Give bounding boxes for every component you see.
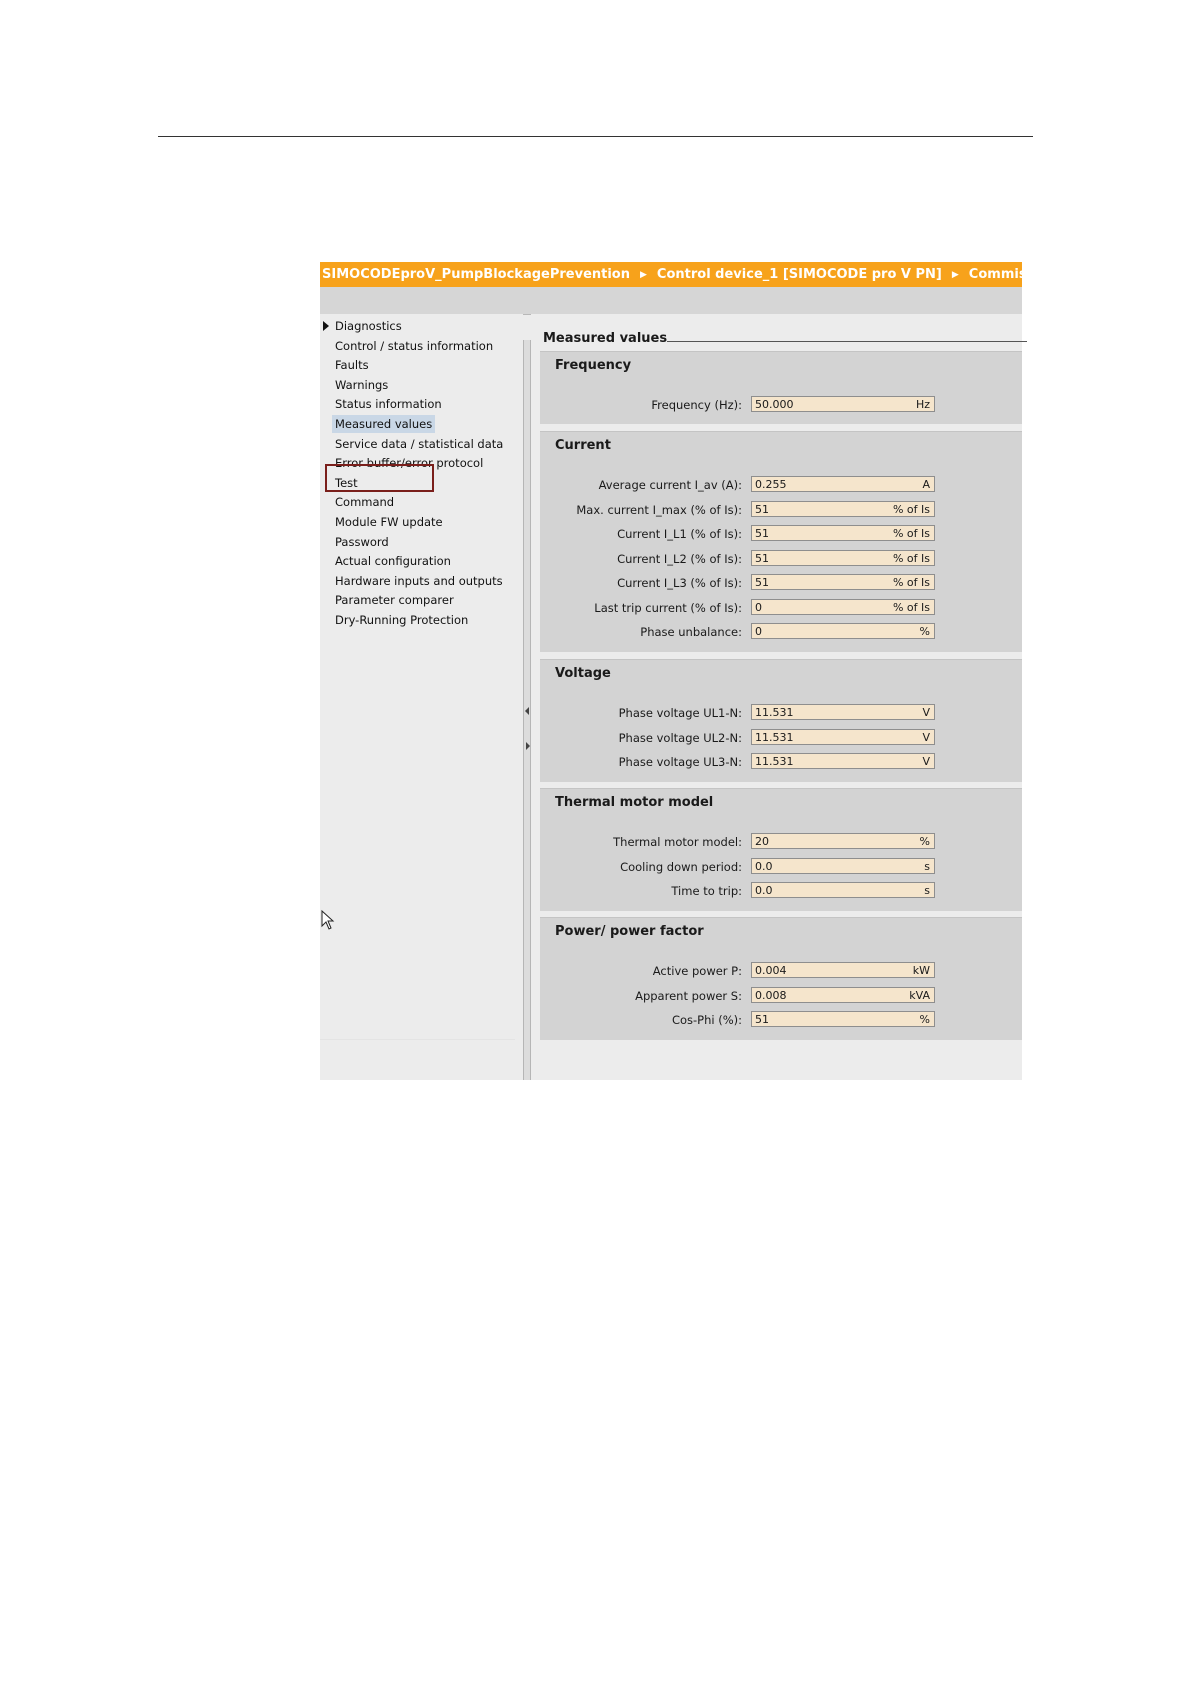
field-row-max-current-i-max-of-is xyxy=(540,500,1022,520)
field-value: 0 xyxy=(755,625,762,638)
field-unit: % of Is xyxy=(892,527,930,540)
nav-item-command[interactable]: Command xyxy=(335,495,395,510)
field-value: 11.531 xyxy=(755,755,794,768)
field-row-frequency-hz xyxy=(540,395,1022,415)
field-value: 50.000 xyxy=(755,398,794,411)
field-row-average-current-i-av-a xyxy=(540,475,1022,495)
field-label: Phase voltage UL1-N: xyxy=(618,706,742,720)
triangle-right-icon: ▶ xyxy=(951,269,959,280)
navigation-tree xyxy=(320,314,523,1080)
nav-item-faults[interactable]: Faults xyxy=(335,358,369,373)
nav-item-password[interactable]: Password xyxy=(335,534,389,549)
nav-item-parameter-comparer[interactable]: Parameter comparer xyxy=(335,593,454,608)
value-field-phase-voltage-ul3-n[interactable] xyxy=(751,753,935,769)
field-row-cooling-down-period xyxy=(540,857,1022,877)
value-field-current-i-l2-of-is[interactable] xyxy=(751,550,935,566)
field-row-phase-voltage-ul2-n xyxy=(540,728,1022,748)
nav-item-module-fw-update[interactable]: Module FW update xyxy=(335,515,443,529)
field-label: Average current I_av (A): xyxy=(598,478,742,492)
field-unit: Hz xyxy=(915,398,930,411)
field-row-phase-unbalance xyxy=(540,622,1022,642)
value-field-max-current-i-max-of-is[interactable] xyxy=(751,501,935,517)
value-field-active-power-p[interactable] xyxy=(751,962,935,978)
nav-item-diagnostics[interactable]: Diagnostics xyxy=(335,319,402,333)
field-label: Apparent power S: xyxy=(635,988,742,1003)
value-field-phase-voltage-ul1-n[interactable] xyxy=(751,704,935,720)
nav-divider xyxy=(320,1039,515,1040)
nav-item-warnings[interactable]: Warnings xyxy=(335,377,389,392)
field-unit: V xyxy=(922,730,930,744)
field-unit: A xyxy=(922,478,930,491)
title-divider xyxy=(667,341,1027,342)
tia-portal-screenshot xyxy=(320,262,1080,1080)
value-field-cos-phi[interactable] xyxy=(751,1011,935,1027)
page-title: Measured values xyxy=(543,331,668,346)
field-label: Current I_L2 (% of Is): xyxy=(617,551,742,566)
field-value: 51 xyxy=(755,502,769,516)
value-field-frequency-hz[interactable] xyxy=(751,396,935,412)
nav-item-measured-values[interactable]: Measured values xyxy=(332,415,435,433)
field-label: Active power P: xyxy=(652,964,742,978)
field-row-active-power-p xyxy=(540,961,1022,981)
field-unit: s xyxy=(924,884,930,897)
nav-item-dry-running-protection[interactable]: Dry-Running Protection xyxy=(335,613,469,627)
field-value: 0.255 xyxy=(755,478,787,491)
collapse-left-icon[interactable] xyxy=(525,707,529,715)
breadcrumb-project[interactable]: SIMOCODEproV_PumpBlockagePrevention xyxy=(322,267,630,282)
value-field-current-i-l1-of-is[interactable] xyxy=(751,525,935,541)
group-power-power-factor xyxy=(540,917,1022,1040)
toolbar xyxy=(320,287,1022,315)
group-title: Current xyxy=(555,438,611,453)
field-unit: % of Is xyxy=(892,551,930,565)
field-label: Current I_L3 (% of Is): xyxy=(617,576,742,590)
field-value: 0.0 xyxy=(755,884,773,897)
group-thermal-motor-model xyxy=(540,788,1022,911)
value-field-thermal-motor-model[interactable] xyxy=(751,833,935,849)
field-row-phase-voltage-ul1-n xyxy=(540,703,1022,723)
nav-item-control-status-information[interactable]: Control / status information xyxy=(335,338,494,353)
nav-item-status-information[interactable]: Status information xyxy=(335,397,442,412)
field-unit: % xyxy=(919,1013,930,1026)
value-field-phase-voltage-ul2-n[interactable] xyxy=(751,729,935,745)
group-title: Power/ power factor xyxy=(555,924,704,939)
field-value: 51 xyxy=(755,551,769,565)
field-row-current-i-l1-of-is xyxy=(540,524,1022,544)
field-unit: V xyxy=(922,706,930,719)
field-row-time-to-trip xyxy=(540,881,1022,901)
field-row-phase-voltage-ul3-n xyxy=(540,752,1022,772)
value-field-time-to-trip[interactable] xyxy=(751,882,935,898)
field-label: Frequency (Hz): xyxy=(651,398,742,412)
field-label: Phase unbalance: xyxy=(640,625,742,639)
field-row-apparent-power-s xyxy=(540,986,1022,1006)
breadcrumb-device[interactable]: Control device_1 [SIMOCODE pro V PN] xyxy=(656,267,942,282)
triangle-right-icon: ▶ xyxy=(640,269,647,280)
field-value: 0.008 xyxy=(755,988,787,1002)
mouse-pointer-icon xyxy=(321,910,335,930)
value-field-average-current-i-av-a[interactable] xyxy=(751,476,935,492)
field-row-thermal-motor-model xyxy=(540,832,1022,852)
field-value: 0.0 xyxy=(755,859,773,873)
group-frequency xyxy=(540,351,1022,424)
field-value: 0.004 xyxy=(755,964,787,977)
nav-item-error-buffer-error-protocol[interactable]: Error buffer/error protocol xyxy=(335,456,484,471)
selection-highlight-box xyxy=(325,464,434,492)
field-value: 0 xyxy=(755,600,762,614)
page-header-rule xyxy=(158,136,1033,137)
field-row-current-i-l3-of-is xyxy=(540,573,1022,593)
field-label: Thermal motor model: xyxy=(613,835,742,849)
field-value: 51 xyxy=(755,1013,769,1026)
value-field-phase-unbalance[interactable] xyxy=(751,623,935,639)
measured-values-panel xyxy=(531,314,1022,1080)
field-label: Cooling down period: xyxy=(620,859,742,874)
field-label: Cos-Phi (%): xyxy=(671,1013,742,1027)
field-unit: % xyxy=(919,625,930,638)
expand-right-icon[interactable] xyxy=(526,742,530,750)
field-label: Current I_L1 (% of Is): xyxy=(617,527,742,541)
group-current xyxy=(540,431,1022,652)
field-row-cos-phi xyxy=(540,1010,1022,1030)
field-unit: % of Is xyxy=(892,600,930,614)
value-field-last-trip-current-of-is[interactable] xyxy=(751,599,935,615)
triangle-right-icon[interactable] xyxy=(323,321,329,331)
panel-splitter[interactable] xyxy=(523,340,531,1080)
group-title: Voltage xyxy=(555,666,611,681)
field-label: Phase voltage UL3-N: xyxy=(618,755,742,769)
value-field-cooling-down-period[interactable] xyxy=(751,858,935,874)
field-unit: % xyxy=(919,835,930,848)
nav-item-hardware-inputs-and-outputs[interactable]: Hardware inputs and outputs xyxy=(335,573,503,588)
field-unit: V xyxy=(922,755,930,768)
field-label: Phase voltage UL2-N: xyxy=(618,730,742,745)
nav-item-actual-configuration[interactable]: Actual configuration xyxy=(335,554,451,569)
field-value: 11.531 xyxy=(755,730,794,744)
field-value: 11.531 xyxy=(755,706,794,719)
nav-item-test[interactable]: Test xyxy=(335,475,358,490)
field-label: Max. current I_max (% of Is): xyxy=(576,502,742,517)
field-row-current-i-l2-of-is xyxy=(540,549,1022,569)
field-unit: % of Is xyxy=(892,502,930,516)
nav-item-service-data-statistical-data[interactable]: Service data / statistical data xyxy=(335,436,504,451)
breadcrumb-commissioning[interactable]: Commissioning xyxy=(968,267,1080,282)
group-voltage xyxy=(540,659,1022,782)
field-label: Time to trip: xyxy=(671,884,742,898)
value-field-current-i-l3-of-is[interactable] xyxy=(751,574,935,590)
field-value: 51 xyxy=(755,527,769,540)
field-label: Last trip current (% of Is): xyxy=(594,600,742,615)
field-value: 20 xyxy=(755,835,769,848)
group-title: Thermal motor model xyxy=(555,795,714,810)
group-title: Frequency xyxy=(555,358,632,373)
field-row-last-trip-current-of-is xyxy=(540,598,1022,618)
field-unit: s xyxy=(924,859,930,873)
breadcrumb xyxy=(320,262,1080,287)
field-unit: kW xyxy=(912,964,930,977)
value-field-apparent-power-s[interactable] xyxy=(751,987,935,1003)
field-unit: kVA xyxy=(909,988,930,1002)
field-value: 51 xyxy=(755,576,769,589)
field-unit: % of Is xyxy=(892,576,930,589)
